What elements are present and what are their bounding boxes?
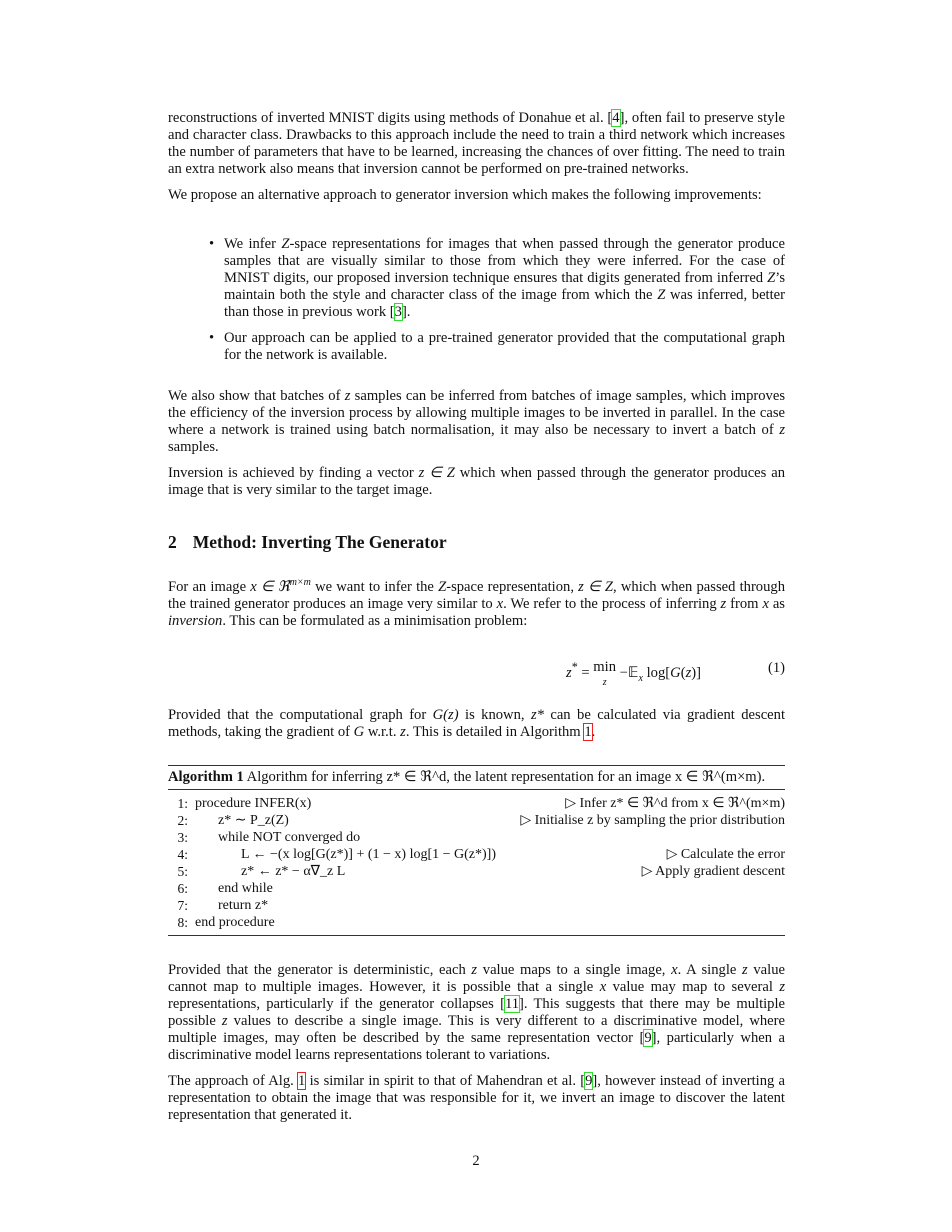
math: z	[400, 724, 406, 740]
math: z	[779, 422, 785, 438]
math: x ∈ ℜ	[250, 578, 290, 595]
citation-link[interactable]: 3	[394, 304, 402, 320]
section-heading	[168, 532, 463, 553]
section-number: 2	[168, 532, 177, 552]
paragraph: Inversion is achieved by finding a vector z ∈ Z which when passed through the generator produces an image that is very similar to the target image.	[168, 465, 785, 498]
paragraph: Provided that the computational graph for G(z) is known, z* can be calculated via gradient descent methods, taking the gradient of G w.r.t. z. This is detailed in Algorithm 1.	[168, 707, 786, 740]
line-number: 7:	[177, 898, 188, 913]
algorithm-caption-text: Algorithm for inferring z* ∈ ℜ^d, the latent representation for an image x ∈ ℜ^(m×m).	[246, 769, 766, 785]
page-number: 2	[472, 1153, 480, 1169]
citation-link[interactable]: 4	[612, 110, 620, 126]
equation-number: (1)	[767, 660, 785, 676]
intro-paragraphs	[168, 110, 785, 204]
equation-body: z* = min z −𝔼$_x$ log[G(z)]	[566, 659, 701, 688]
line-number: 6:	[177, 881, 188, 896]
line-code: L ← −(x log[G(z*)] + (1 − x) log[1 − G(z*)])	[241, 847, 496, 862]
line-number: 4:	[177, 847, 188, 862]
math: z	[779, 979, 785, 995]
paragraph: The approach of Alg. 1 is similar in spirit to that of Mahendran et al. [9], however instead of inverting a representation to obtain the image that was responsible for it, we invert an image to discover the latent representation that generated it.	[168, 1073, 786, 1123]
section-title: Method: Inverting The Generator	[192, 532, 447, 552]
after-eq-paragraph	[168, 707, 785, 741]
citation-link[interactable]: 9	[644, 1030, 652, 1046]
math: z	[471, 962, 478, 978]
line-code: procedure INFER(x)	[195, 796, 312, 811]
math: G	[353, 724, 365, 740]
algorithm-line	[168, 897, 785, 914]
algorithm-line	[168, 880, 785, 897]
line-comment: ▷ Initialise z by sampling the prior distribution	[520, 813, 785, 828]
citation-link[interactable]: 9	[585, 1073, 593, 1089]
math: z	[742, 962, 748, 978]
line-code: end while	[218, 881, 273, 896]
line-code: return z*	[218, 898, 269, 913]
line-comment: ▷ Infer z* ∈ ℜ^d from x ∈ ℜ^(m×m)	[565, 796, 785, 811]
math: x	[496, 595, 504, 612]
line-code: while NOT converged do	[218, 830, 361, 845]
math: Z	[657, 287, 666, 303]
citation-link[interactable]: 11	[504, 996, 520, 1012]
line-comment: ▷ Calculate the error	[666, 847, 785, 862]
line-code: z* ∼ P_z(Z)	[218, 813, 289, 828]
math: Z	[767, 270, 776, 286]
math: z	[720, 595, 727, 612]
paragraph: We propose an alternative approach to generator inversion which makes the following improvements:	[168, 187, 762, 203]
math: x	[599, 979, 607, 995]
line-code: z* ← z* − α∇_z L	[241, 864, 346, 879]
math: z*	[530, 707, 544, 723]
algorithm-line	[168, 812, 785, 829]
paragraph: reconstructions of inverted MNIST digits using methods of Donahue et al. [4], often fail to preserve style and character class. Drawbacks to this approach include the need to train a third network which increases the number of parameters that have to be learned, increasing the chances of over fitting. The need to train an extra network also means that inversion cannot be performed on pre-trained networks.	[168, 110, 785, 177]
algorithm-line	[168, 863, 785, 880]
algorithm-1	[168, 765, 785, 936]
method-paragraph	[168, 574, 785, 630]
bullet-item: • Our approach can be applied to a pre-trained generator provided that the computational graph for the network is available.	[168, 330, 785, 364]
math: x	[762, 595, 769, 612]
paragraph: We also show that batches of z samples can be inferred from batches of image samples, which improves the efficiency of the inversion process by allowing multiple images to be inverted in parallel. In the case where a network is trained using batch normalisation, it may also be necessary to invert a batch of z samples.	[168, 388, 785, 455]
end-paragraphs	[168, 962, 785, 1124]
line-number: 8:	[177, 915, 188, 930]
line-number: 5:	[177, 864, 188, 879]
line-comment: ▷ Apply gradient descent	[641, 864, 785, 879]
line-number: 1:	[177, 796, 188, 811]
line-number: 2:	[177, 813, 188, 828]
math: Z	[438, 578, 447, 595]
bullet-list	[168, 236, 785, 364]
emphasis: inversion	[168, 612, 223, 629]
paragraph: For an image x ∈ ℜ$^{m\times m}$ we want to infer the Z-space representation, z ∈ Z, which when passed through the trained generator produces an image very similar to x. We refer to the process of inferring z from x as inversion. This can be formulated as a minimisation problem:	[168, 577, 785, 629]
mid-paragraphs	[168, 388, 785, 499]
math: x	[671, 962, 678, 978]
algorithm-line	[168, 846, 785, 863]
algorithm-caption	[168, 766, 785, 790]
math: G(z)	[432, 707, 459, 723]
line-number: 3:	[177, 830, 188, 845]
algorithm-line	[168, 914, 785, 931]
bullet-item: • We infer Z-space representations for images that when passed through the generator produce samples that are visually similar to those from which they were inferred. For the case of MNIST digits, our proposed inversion technique ensures that digits generated from inferred Z’s maintain both the style and character class of the image from which the Z was inferred, better than those in previous work [3].	[168, 236, 785, 321]
math: z ∈ Z	[578, 578, 614, 595]
math: Z	[281, 236, 290, 252]
algorithm-ref-link[interactable]: 1	[298, 1073, 306, 1089]
algorithm-line	[168, 795, 785, 812]
superscript: m×m	[289, 577, 311, 588]
math: z ∈ Z	[418, 465, 455, 481]
equation-1	[168, 660, 785, 690]
algorithm-label: Algorithm 1	[168, 769, 244, 785]
line-code: end procedure	[195, 915, 275, 930]
paragraph: Provided that the generator is deterministic, each z value maps to a single image, x. A single z value cannot map to multiple images. However, it is possible that a single x value may map to several z representations, particularly if the generator collapses [11]. This suggests that there may be multiple possible z values to describe a single image. This is very different to a discriminative model, where multiple images, may often be described by the same representation vector [9], particularly when a discriminative model learns representations tolerant to variations.	[168, 962, 786, 1063]
algorithm-ref-link[interactable]: 1	[584, 724, 592, 740]
math: z	[221, 1013, 228, 1029]
math: z	[344, 388, 351, 404]
algorithm-line	[168, 829, 785, 846]
